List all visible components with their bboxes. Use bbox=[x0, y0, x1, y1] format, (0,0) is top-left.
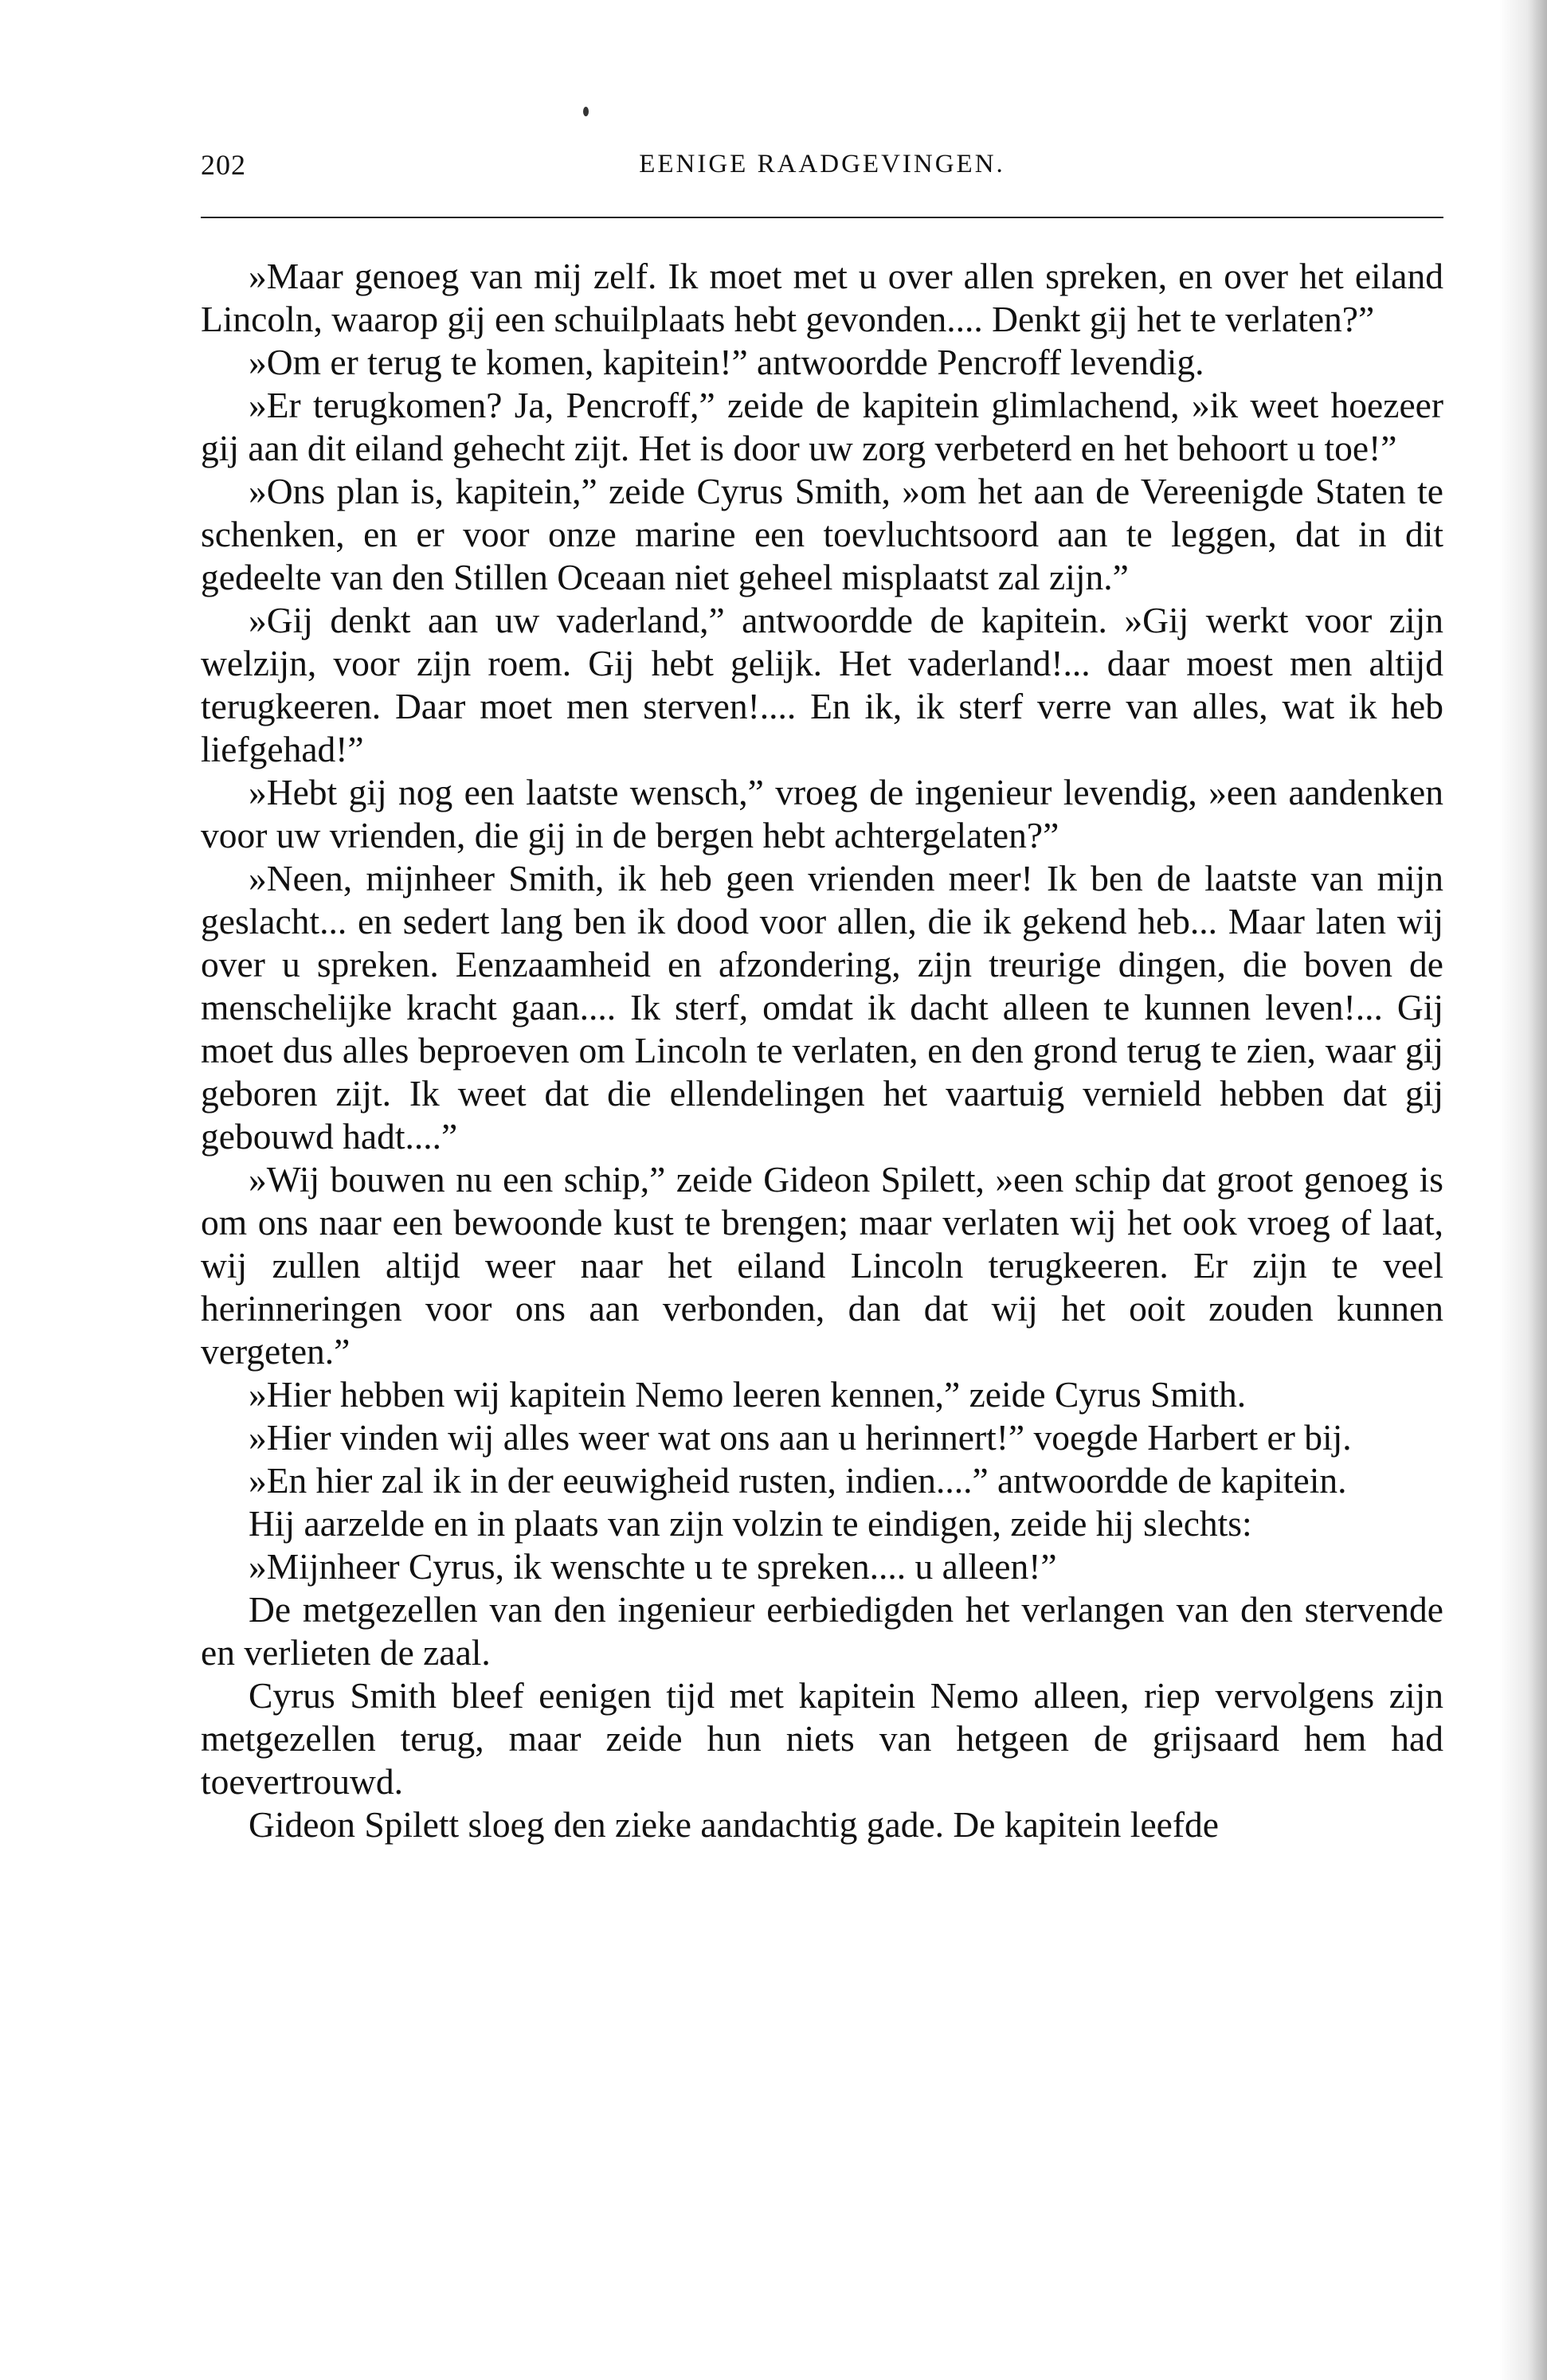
paragraph: »Hier vinden wij alles weer wat ons aan u herinnert!” voegde Harbert er bij. bbox=[249, 1417, 1352, 1458]
paragraph: »Om er terug te komen, kapitein!” antwoordde Pencroff levendig. bbox=[249, 342, 1204, 382]
body-text bbox=[201, 255, 1443, 1846]
paragraph: »Hebt gij nog een laatste wensch,” vroeg de ingenieur levendig, »een aandenken voor uw vrienden, die gij in de bergen hebt achtergelaten?” bbox=[201, 772, 1443, 855]
paragraph: »Gij denkt aan uw vaderland,” antwoordde de kapitein. »Gij werkt voor zijn welzijn, voor zijn roem. Gij hebt gelijk. Het vaderland!... daar moest men altijd terugkeeren. Daar moet men sterven!.... En ik, ik sterf verre van alles, wat ik heb liefgehad!” bbox=[201, 600, 1443, 769]
book-page bbox=[201, 0, 1443, 2380]
paragraph: »Maar genoeg van mij zelf. Ik moet met u over allen spreken, en over het eiland Lincoln, waarop gij een schuilplaats hebt gevonden.... Denkt gij het te verlaten?” bbox=[201, 256, 1443, 339]
paragraph: »Mijnheer Cyrus, ik wenschte u te spreken.... u alleen!” bbox=[249, 1546, 1057, 1587]
paragraph: »Hier hebben wij kapitein Nemo leeren kennen,” zeide Cyrus Smith. bbox=[249, 1374, 1247, 1415]
paragraph: »Wij bouwen nu een schip,” zeide Gideon Spilett, »een schip dat groot genoeg is om ons naar een bewoonde kust te brengen; maar verlaten wij het ook vroeg of laat, wij zullen altijd weer naar het eiland Lincoln terugkeeren. Er zijn te veel herinneringen voor ons aan verbonden, dan dat wij het ooit zouden kunnen vergeten.” bbox=[201, 1159, 1443, 1372]
paragraph: De metgezellen van den ingenieur eerbiedigden het verlangen van den stervende en verlieten de zaal. bbox=[201, 1589, 1443, 1673]
paragraph: »En hier zal ik in der eeuwigheid rusten, indien....” antwoordde de kapitein. bbox=[249, 1460, 1347, 1501]
ink-speck bbox=[583, 107, 589, 116]
header-rule bbox=[201, 217, 1443, 218]
paragraph: Hij aarzelde en in plaats van zijn volzin te eindigen, zeide hij slechts: bbox=[249, 1503, 1252, 1544]
page-header bbox=[201, 143, 1443, 199]
paragraph: Gideon Spilett sloeg den zieke aandachtig gade. De kapitein leefde bbox=[249, 1804, 1219, 1845]
running-title: EENIGE RAADGEVINGEN. bbox=[639, 150, 1005, 178]
paragraph: Cyrus Smith bleef eenigen tijd met kapitein Nemo alleen, riep vervolgens zijn metgezellen terug, maar zeide hun niets van hetgeen de grijsaard hem had toevertrouwd. bbox=[201, 1675, 1443, 1802]
paragraph: »Neen, mijnheer Smith, ik heb geen vrienden meer! Ik ben de laatste van mijn geslacht... en sedert lang ben ik dood voor allen, die ik gekend heb... Maar laten wij over u spreken. Eenzaamheid en afzondering, zijn treurige dingen, die boven de menschelijke kracht gaan.... Ik sterf, omdat ik dacht alleen te kunnen leven!... Gij moet dus alles beproeven om Lincoln te verlaten, en den grond terug te zien, waar gij geboren zijt. Ik weet dat die ellendelingen het vaartuig vernield hebben dat gij gebouwd hadt....” bbox=[201, 858, 1443, 1157]
paragraph: »Er terugkomen? Ja, Pencroff,” zeide de kapitein glimlachend, »ik weet hoezeer gij aan dit eiland gehecht zijt. Het is door uw zorg verbeterd en het behoort u toe!” bbox=[201, 385, 1443, 468]
page-number: 202 bbox=[201, 149, 246, 181]
page-edge-shadow bbox=[1499, 0, 1547, 2380]
paragraph: »Ons plan is, kapitein,” zeide Cyrus Smith, »om het aan de Vereenigde Staten te schenken, en er voor onze marine een toevluchtsoord aan te leggen, dat in dit gedeelte van den Stillen Oceaan niet geheel misplaatst zal zijn.” bbox=[201, 471, 1443, 597]
